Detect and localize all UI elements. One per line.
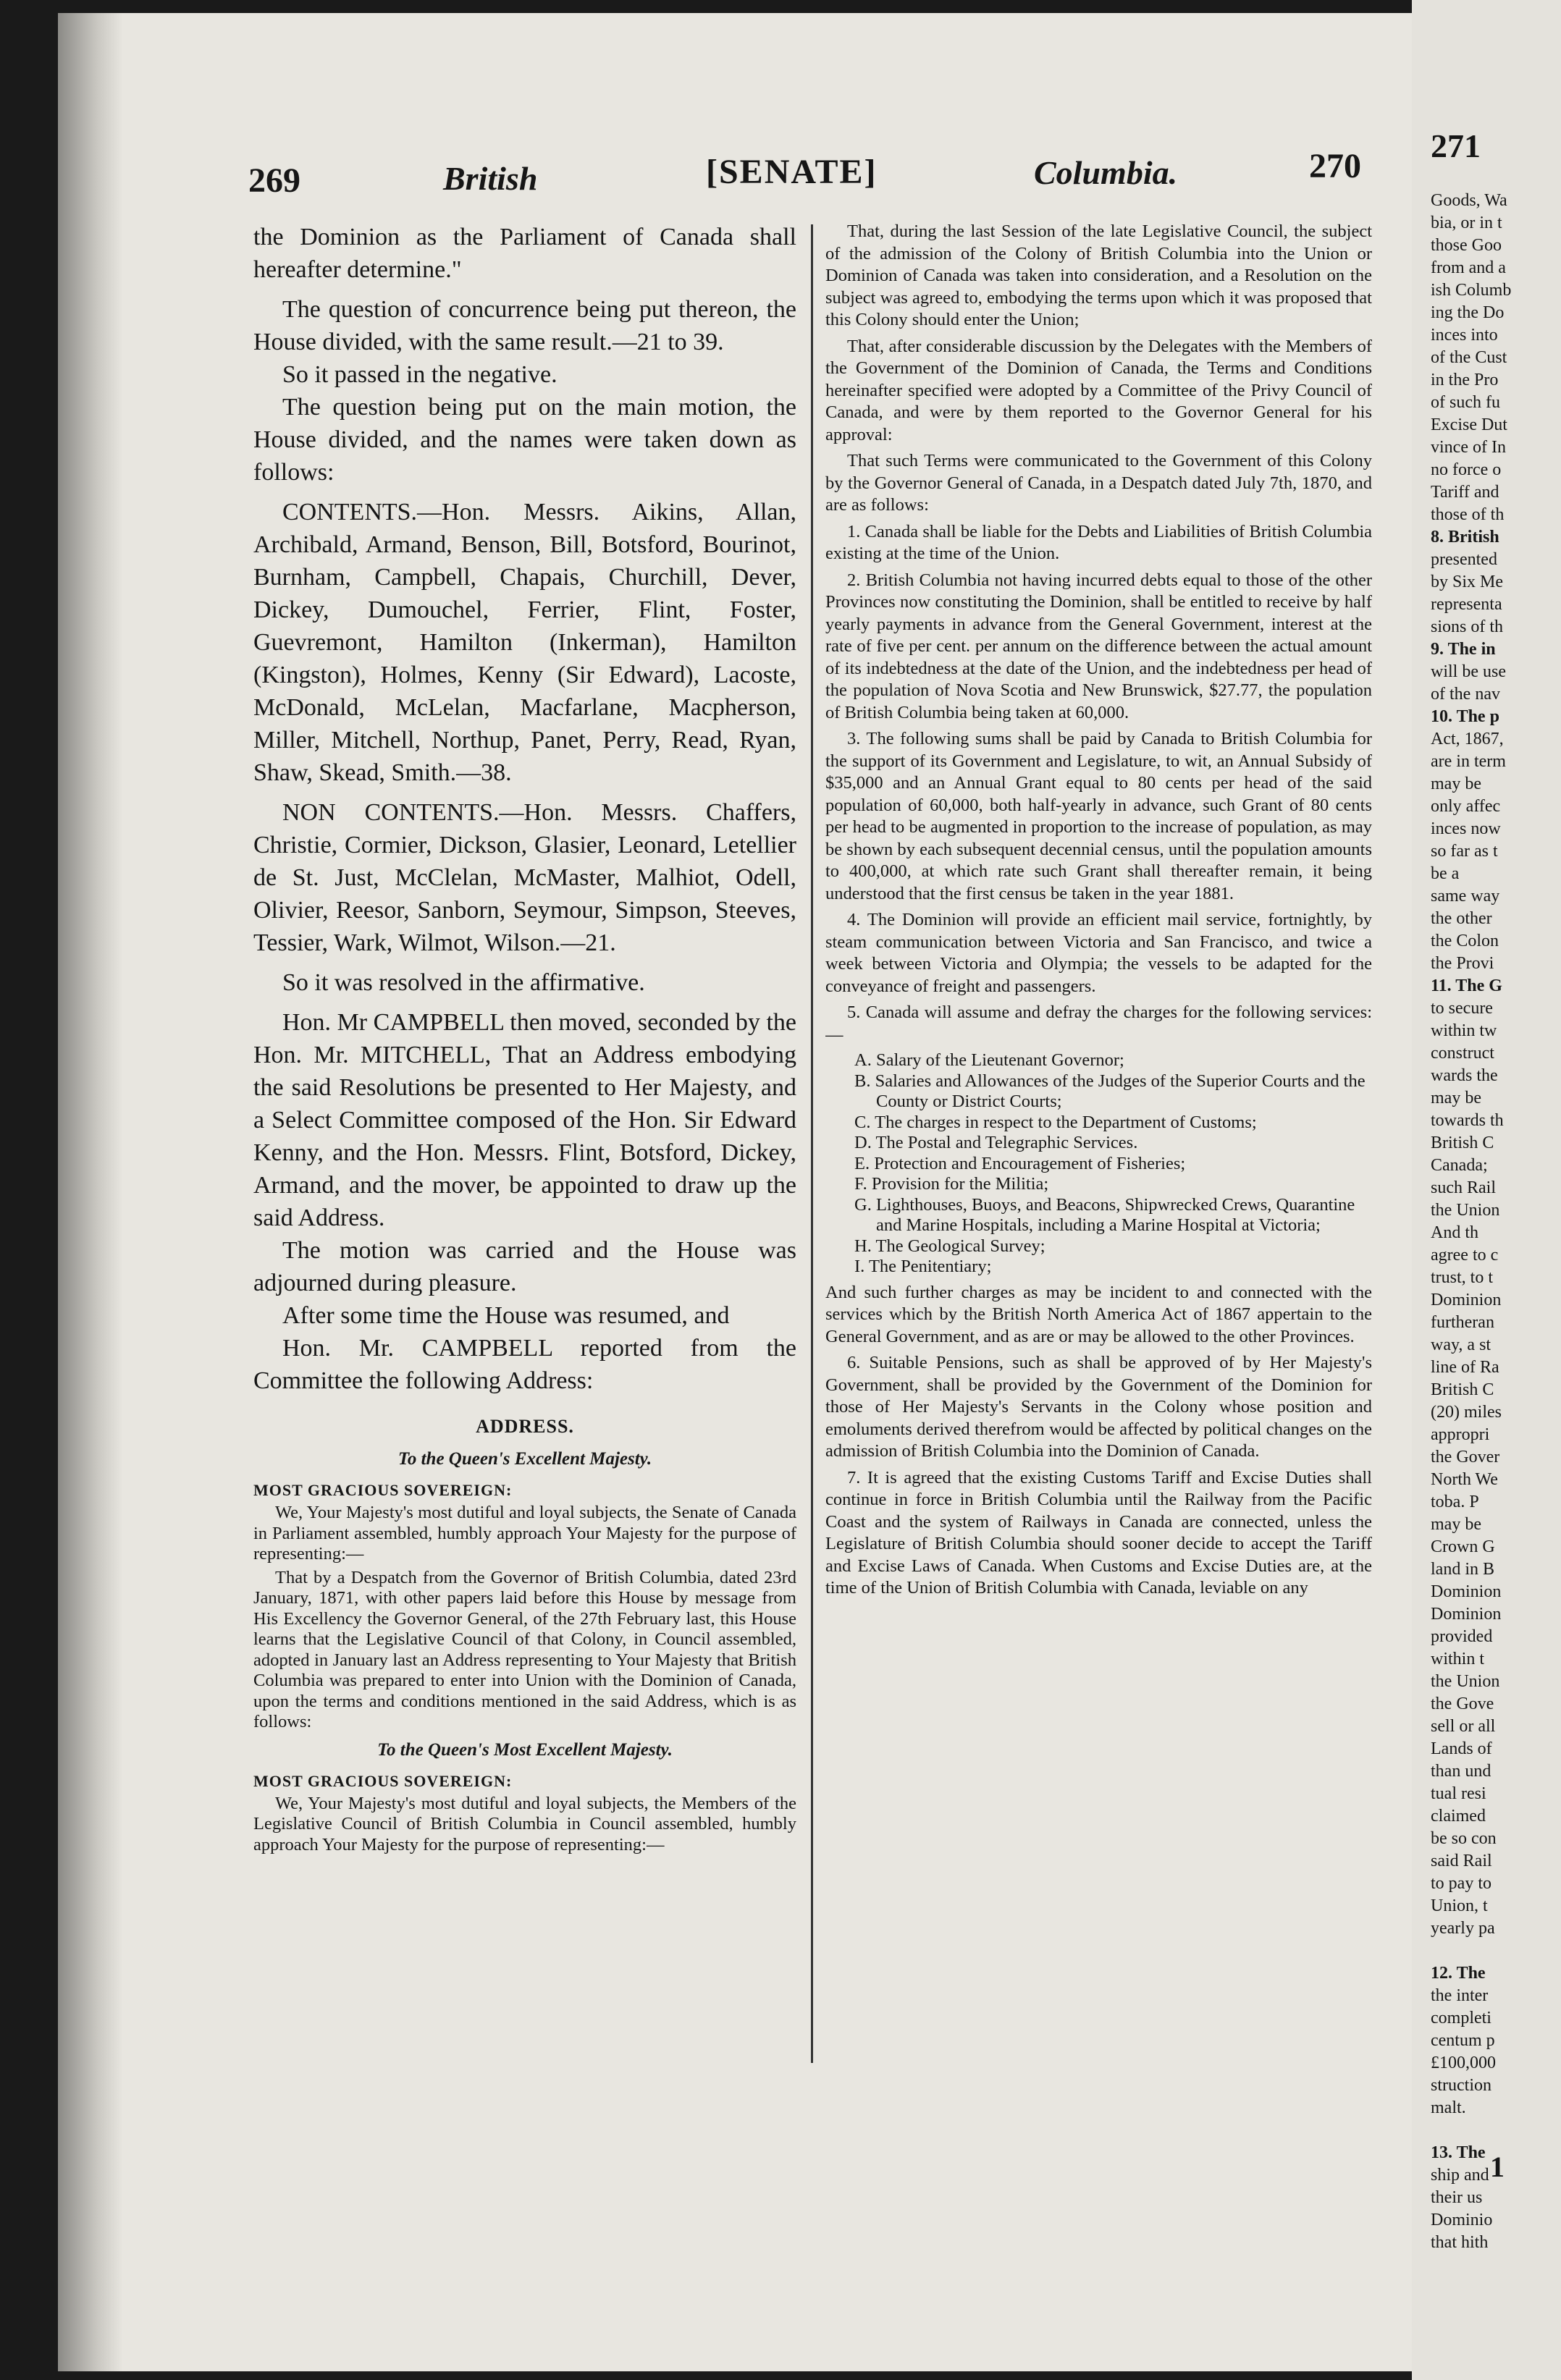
term-7: 7. It is agreed that the existing Customs Tariff and Excise Duties shall continue in force in British Columbia until the Railway from the Pacific Coast and the system of Railways in Canada are connected, unless the Legislature of British Columbia should sooner decide to accept the Tariff and Excise Laws of Canada. When Customs and Excise Duties are, at the time of the Union of British Columbia with Canada, leviable on any bbox=[825, 1467, 1372, 1598]
next-page-line: are in term bbox=[1431, 752, 1506, 771]
next-page-line: way, a st bbox=[1431, 1335, 1491, 1354]
next-page-line: claimed bbox=[1431, 1807, 1486, 1826]
next-page-line: by Six Me bbox=[1431, 573, 1504, 591]
next-page-line bbox=[1431, 1940, 1561, 1962]
paragraph: Hon. Mr CAMPBELL then moved, seconded by the Hon. Mr. MITCHELL, That an Address embodying the said Resolutions be presented to Her Majesty, and a Select Committee composed of the Hon. Sir Edward Kenny, and the Hon. Messrs. Flint, Botsford, Dickey, Armand, and the mover, be appointed to draw up the said Address. bbox=[253, 1009, 796, 1231]
next-page-line: the Colon bbox=[1431, 932, 1499, 950]
next-page-line: said Rail bbox=[1431, 1852, 1492, 1870]
next-page-line: towards th bbox=[1431, 1111, 1504, 1130]
term-4: 4. The Dominion will provide an efficient mail service, fortnightly, by steam communication between Victoria and San Francisco, and twice a week between Victoria and Olympia; the vessels to be adapted for the conveyance of freight and passengers. bbox=[825, 910, 1372, 996]
next-page-line: Goods, Wa bbox=[1431, 191, 1507, 210]
next-page-line: Union, t bbox=[1431, 1896, 1488, 1915]
next-page-line: Tariff and bbox=[1431, 483, 1499, 502]
address-paragraph: That by a Despatch from the Governor of British Columbia, dated 23rd January, 1871, with other papers laid before this House by message from His Excellency the Governor General, of the 27th February last, this House learns that the Legislative Council of that Colony, in Council assembled, adopted in January last an Address representing to Your Majesty that British Columbia was prepared to enter into Union with the Dominion of Canada, upon the terms and conditions mentioned in the said Address, which is as follows: bbox=[253, 1567, 796, 1731]
queen-address-title: To the Queen's Most Excellent Majesty. bbox=[377, 1739, 673, 1760]
next-page-line: ish Columb bbox=[1431, 281, 1512, 300]
next-page-line: of the nav bbox=[1431, 685, 1500, 704]
next-page-line: construct bbox=[1431, 1044, 1494, 1063]
next-page-line: appropri bbox=[1431, 1425, 1490, 1444]
next-page-number: 271 bbox=[1431, 127, 1481, 164]
next-page-line: malt. bbox=[1431, 2098, 1466, 2117]
next-page-line: struction bbox=[1431, 2076, 1491, 2095]
next-page-line: 8. British bbox=[1431, 528, 1499, 547]
service-item: I. The Penitentiary; bbox=[854, 1257, 992, 1276]
next-page-line: line of Ra bbox=[1431, 1358, 1499, 1377]
service-item: E. Protection and Encouragement of Fisheries; bbox=[854, 1153, 1186, 1173]
paragraph: the Dominion as the Parliament of Canada shall hereafter determine." bbox=[253, 224, 796, 283]
next-page-line: centum p bbox=[1431, 2031, 1495, 2050]
page-header bbox=[0, 145, 1434, 210]
contents-list: CONTENTS.—Hon. Messrs. Aikins, Allan, Archibald, Armand, Benson, Bill, Botsford, Bourinot, Burnham, Campbell, Chapais, Churchill, Dever, Dickey, Dumouchel, Ferrier, Flint, Foster, Guevremont, Hamilton (Inkerman), Hamilton (Kingston), Holmes, Kenny (Sir Edward), Lacoste, McDonald, McLelan, Macfarlane, Macpherson, Miller, Mitchell, Northup, Panet, Perry, Read, Ryan, Shaw, Skead, Smith.—38. bbox=[253, 499, 796, 786]
next-page-lines bbox=[1431, 190, 1561, 2254]
next-page-line: British C bbox=[1431, 1380, 1494, 1399]
next-page-line: the inter bbox=[1431, 1986, 1489, 2005]
non-contents-list: NON CONTENTS.—Hon. Messrs. Chaffers, Christie, Cormier, Dickson, Glasier, Leonard, Letellier de St. Just, McClelan, McMaster, Malhiot, Odell, Olivier, Reesor, Sanborn, Seymour, Simpson, Steeves, Tessier, Wark, Wilmot, Wilson.—21. bbox=[253, 799, 796, 956]
next-page-line: Act, 1867, bbox=[1431, 730, 1504, 748]
paragraph: That such Terms were communicated to the Government of this Colony by the Governor General of Canada, in a Despatch dated July 7th, 1870, and are as follows: bbox=[825, 451, 1372, 515]
service-item: B. Salaries and Allowances of the Judges of the Superior Courts and the County or District Courts; bbox=[854, 1071, 1366, 1111]
next-page-line: British C bbox=[1431, 1134, 1494, 1152]
header-section: [SENATE] bbox=[706, 153, 878, 191]
next-page-line: the other bbox=[1431, 909, 1492, 928]
next-page-line: (20) miles bbox=[1431, 1403, 1502, 1422]
page-number-left: 269 bbox=[248, 161, 300, 200]
next-page-line: from and a bbox=[1431, 258, 1506, 277]
term-6: 6. Suitable Pensions, such as shall be approved of by Her Majesty's Government, shall be provided by the Government of the Dominion for those of Her Majesty's Servants in the Colony whose position and emoluments derived therefrom would be affected by political changes on the admission of British Columbia into the Dominion of Canada. bbox=[825, 1353, 1372, 1461]
next-page-line: the Union bbox=[1431, 1201, 1500, 1220]
next-page-line: Dominio bbox=[1431, 2211, 1493, 2229]
next-page-line: their us bbox=[1431, 2188, 1483, 2207]
service-item: D. The Postal and Telegraphic Services. bbox=[854, 1133, 1138, 1152]
next-page-line: ship and bbox=[1431, 2166, 1489, 2185]
next-page-line: And th bbox=[1431, 1223, 1478, 1242]
service-item: G. Lighthouses, Buoys, and Beacons, Shipwrecked Crews, Quarantine and Marine Hospitals, including a Marine Hospital at Victoria; bbox=[854, 1194, 1355, 1235]
next-page-line: the Provi bbox=[1431, 954, 1494, 973]
salutation: MOST GRACIOUS SOVEREIGN: bbox=[253, 1481, 513, 1499]
paragraph: That, after considerable discussion by the Delegates with the Members of the Government of the Dominion of Canada, the Terms and Conditions hereinafter specified were adopted by a Committee of the Privy Council of Canada, and were by them reported to the Governor General for his approval: bbox=[825, 336, 1372, 444]
next-page-line: those of th bbox=[1431, 505, 1505, 524]
salutation: MOST GRACIOUS SOVEREIGN: bbox=[253, 1771, 513, 1790]
next-page-line: may be bbox=[1431, 775, 1481, 793]
next-page-line: 9. The in bbox=[1431, 640, 1496, 659]
next-page-line: Canada; bbox=[1431, 1156, 1488, 1175]
next-page-line: those Goo bbox=[1431, 236, 1502, 255]
paragraph: After some time the House was resumed, and bbox=[282, 1302, 730, 1329]
paragraph: Hon. Mr. CAMPBELL reported from the Committee the following Address: bbox=[253, 1335, 796, 1394]
next-page-line: may be bbox=[1431, 1089, 1481, 1107]
next-page-line: 13. The bbox=[1431, 2143, 1486, 2162]
next-page-line: North We bbox=[1431, 1470, 1498, 1489]
next-page-line: tual resi bbox=[1431, 1784, 1486, 1803]
next-page-line: of the Cust bbox=[1431, 348, 1507, 367]
paragraph: The motion was carried and the House was adjourned during pleasure. bbox=[253, 1237, 796, 1296]
next-page-line: land in B bbox=[1431, 1560, 1494, 1579]
service-item: A. Salary of the Lieutenant Governor; bbox=[854, 1050, 1124, 1070]
next-page-line: of such fu bbox=[1431, 393, 1500, 412]
next-page-line: inces into bbox=[1431, 326, 1498, 345]
service-item: H. The Geological Survey; bbox=[854, 1236, 1045, 1256]
address-heading: ADDRESS. bbox=[476, 1416, 574, 1437]
term-2: 2. British Columbia not having incurred debts equal to those of the other Provinces now constituting the Dominion, shall be entitled to receive by half yearly payments in advance from the General Government, interest at the rate of five per cent. per annum on the difference between the actual amount of its indebtedness at the date of the Union, and the indebtedness per head of the population of Nova Scotia and New Brunswick, $27.77, the population of British Columbia being taken at 60,000. bbox=[825, 570, 1372, 722]
next-page-line: Dominion bbox=[1431, 1291, 1502, 1309]
next-page-line: within tw bbox=[1431, 1021, 1497, 1040]
paragraph: That, during the last Session of the late Legislative Council, the subject of the admission of the Colony of British Columbia into the Union or Dominion of Canada was taken into consideration, and a Resolution on the subject was agreed to, embodying the terms upon which it was proposed that this Colony should enter the Union; bbox=[825, 221, 1372, 329]
queen-address-title: To the Queen's Excellent Majesty. bbox=[397, 1449, 652, 1469]
next-page-line: Lands of bbox=[1431, 1739, 1492, 1758]
next-page-line: vince of In bbox=[1431, 438, 1506, 457]
paragraph: So it passed in the negative. bbox=[282, 361, 558, 388]
next-page-line: only affec bbox=[1431, 797, 1501, 816]
next-page-line: completi bbox=[1431, 2009, 1491, 2027]
next-page-fragment bbox=[1412, 0, 1561, 2380]
next-page-line: ing the Do bbox=[1431, 303, 1505, 322]
header-word-columbia: Columbia. bbox=[1034, 154, 1178, 191]
address-paragraph: We, Your Majesty's most dutiful and loyal subjects, the Members of the Legislative Council of British Columbia in Council assembled, humbly approach Your Majesty for the purpose of representing:— bbox=[253, 1793, 796, 1854]
next-page-line: toba. P bbox=[1431, 1493, 1479, 1511]
page-edge-shadow bbox=[58, 13, 123, 2371]
next-page-line: Dominion bbox=[1431, 1582, 1502, 1601]
paragraph: The question of concurrence being put thereon, the House divided, with the same result.—21 to 39. bbox=[253, 296, 796, 355]
next-page-line: same way bbox=[1431, 887, 1500, 906]
next-page-line: within t bbox=[1431, 1650, 1485, 1668]
right-column bbox=[825, 221, 1372, 2356]
next-page-line: to pay to bbox=[1431, 1874, 1491, 1893]
page-number-right: 270 bbox=[1309, 147, 1361, 185]
next-page-line: inces now bbox=[1431, 819, 1501, 838]
next-page-line: wards the bbox=[1431, 1066, 1498, 1085]
next-page-column bbox=[1431, 127, 1561, 2254]
next-page-line: furtheran bbox=[1431, 1313, 1494, 1332]
next-page-line: Crown G bbox=[1431, 1537, 1495, 1556]
next-page-line: Excise Dut bbox=[1431, 415, 1507, 434]
next-page-line: agree to c bbox=[1431, 1246, 1499, 1265]
next-page-bottom-numeral: 1 bbox=[1490, 2151, 1505, 2183]
next-page-line: the Gove bbox=[1431, 1695, 1494, 1713]
next-page-line: be so con bbox=[1431, 1829, 1497, 1848]
column-rule bbox=[811, 224, 813, 2063]
next-page-line: to secure bbox=[1431, 999, 1493, 1018]
next-page-line: in the Pro bbox=[1431, 371, 1499, 389]
next-page-line: £100,000 bbox=[1431, 2054, 1496, 2072]
next-page-line: the Gover bbox=[1431, 1448, 1500, 1467]
next-page-line: representa bbox=[1431, 595, 1502, 614]
next-page-line bbox=[1431, 2119, 1561, 2142]
next-page-line: than und bbox=[1431, 1762, 1491, 1781]
next-page-line: 10. The p bbox=[1431, 707, 1499, 726]
paragraph: So it was resolved in the affirmative. bbox=[282, 969, 645, 996]
next-page-line: so far as t bbox=[1431, 842, 1498, 861]
next-page-line: no force o bbox=[1431, 460, 1502, 479]
service-item: F. Provision for the Militia; bbox=[854, 1174, 1049, 1194]
next-page-line: will be use bbox=[1431, 662, 1506, 681]
next-page-line: 11. The G bbox=[1431, 976, 1502, 995]
next-page-line: Dominion bbox=[1431, 1605, 1502, 1624]
next-page-line: provided bbox=[1431, 1627, 1493, 1646]
next-page-line: that hith bbox=[1431, 2233, 1489, 2252]
header-word-british: British bbox=[443, 160, 538, 197]
service-item: C. The charges in respect to the Department of Customs; bbox=[854, 1112, 1257, 1132]
term-3: 3. The following sums shall be paid by Canada to British Columbia for the support of its Government and Legislature, to wit, an Annual Subsidy of $35,000 and an Annual Grant equal to 80 cents per head of the said population of 60,000, both half-yearly in advance, such Grant of 80 cents per head to be augmented in proportion to the increase of population, as may be shown by each subsequent decennial census, until the population amounts to 400,000, at which rate such Grant shall thereafter remain, it being understood that the first census be taken in the year 1881. bbox=[825, 729, 1372, 903]
next-page-line: 12. The bbox=[1431, 1964, 1486, 1983]
next-page-line: may be bbox=[1431, 1515, 1481, 1534]
paragraph: And such further charges as may be incident to and connected with the services which by the British North America Act of 1867 appertain to the General Government, and as are or may be allowed to the other Provinces. bbox=[825, 1282, 1372, 1346]
next-page-line: be a bbox=[1431, 864, 1460, 883]
next-page-line: presented bbox=[1431, 550, 1497, 569]
next-page-line: yearly pa bbox=[1431, 1919, 1495, 1938]
term-1: 1. Canada shall be liable for the Debts and Liabilities of British Columbia existing at the time of the Union. bbox=[825, 521, 1372, 563]
next-page-line: such Rail bbox=[1431, 1178, 1496, 1197]
next-page-line: sell or all bbox=[1431, 1717, 1496, 1736]
next-page-line: sions of th bbox=[1431, 617, 1504, 636]
address-paragraph: We, Your Majesty's most dutiful and loyal subjects, the Senate of Canada in Parliament assembled, humbly approach Your Majesty for the purpose of representing:— bbox=[253, 1503, 796, 1564]
left-column bbox=[253, 221, 796, 2067]
next-page-line: bia, or in t bbox=[1431, 214, 1502, 232]
term-5: 5. Canada will assume and defray the charges for the following services:— bbox=[825, 1003, 1372, 1045]
paragraph: The question being put on the main motion, the House divided, and the names were taken down as follows: bbox=[253, 394, 796, 486]
next-page-line: the Union bbox=[1431, 1672, 1500, 1691]
next-page-line: trust, to t bbox=[1431, 1268, 1494, 1287]
